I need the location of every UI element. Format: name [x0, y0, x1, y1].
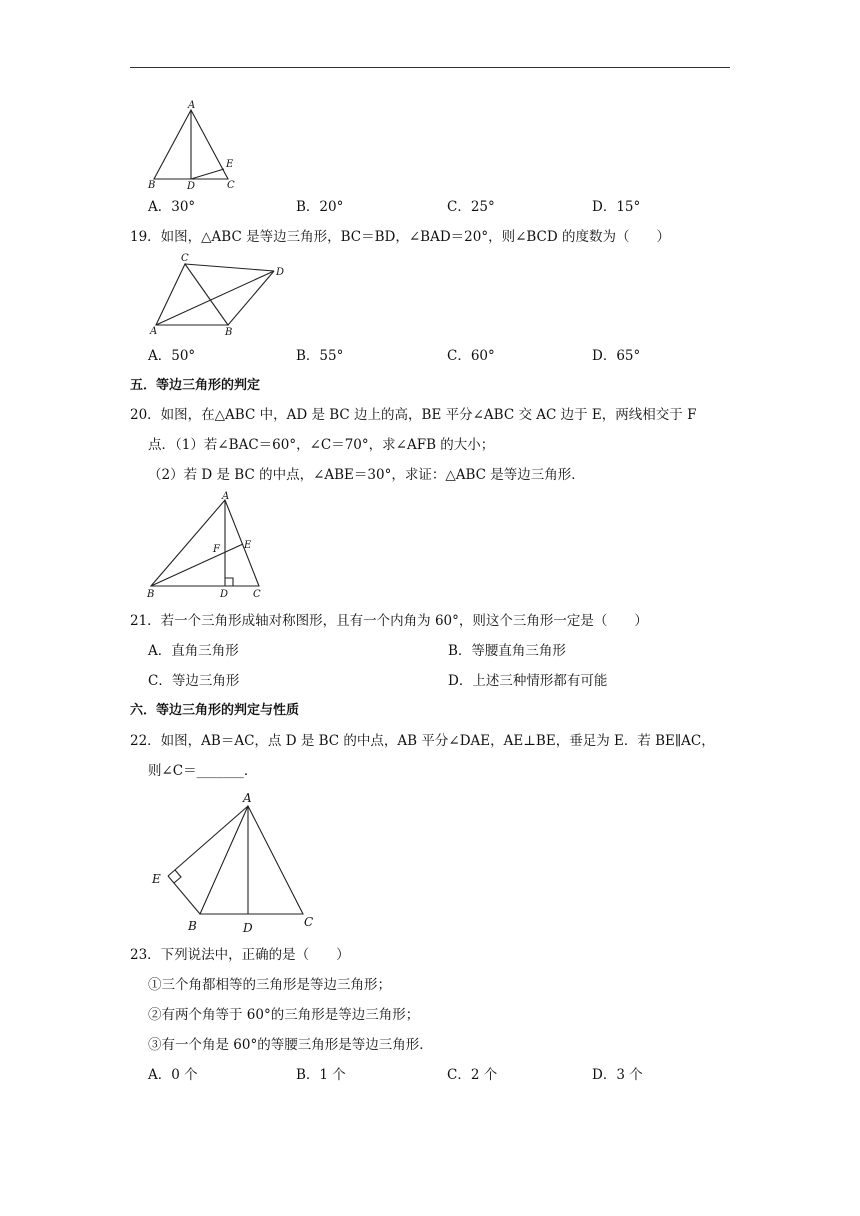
q20-label-f: F — [213, 544, 220, 555]
q21-option-c: C．等边三角形 — [148, 673, 240, 689]
q19-option-b: B．55° — [296, 348, 344, 364]
q23-option-b: B．1 个 — [296, 1067, 346, 1083]
q21-option-a: A．直角三角形 — [148, 643, 239, 659]
q23-option-a: A．0 个 — [148, 1067, 198, 1083]
q22-label-a: A — [243, 791, 252, 805]
section-6-heading: 六．等边三角形的判定与性质 — [130, 703, 300, 718]
q22-label-e: E — [152, 872, 161, 886]
q18-label-b: B — [148, 180, 156, 191]
q20-figure — [143, 490, 273, 602]
q18-figure — [140, 100, 250, 192]
q22-label-d: D — [243, 921, 253, 935]
q21-option-b: B．等腰直角三角形 — [448, 643, 566, 659]
q22-figure — [148, 788, 328, 936]
q19-option-a: A．50° — [148, 348, 196, 364]
q19-label-c: C — [181, 253, 189, 264]
q22-line2: 则∠C＝_______． — [148, 763, 258, 779]
q20-label-b: B — [147, 589, 155, 600]
q19-figure — [145, 250, 295, 340]
q22-label-c: C — [304, 915, 314, 929]
q18-option-b: B．20° — [296, 199, 344, 215]
header-rule — [130, 67, 730, 68]
q23-statement-3: ③有一个角是 60°的等腰三角形是等边三角形． — [148, 1037, 433, 1053]
q18-option-d: D．15° — [592, 199, 641, 215]
q18-label-e: E — [226, 159, 234, 170]
q20-line2: 点．（1）若∠BAC＝60°，∠C＝70°，求∠AFB 的大小； — [148, 437, 495, 453]
q21-stem: 21．若一个三角形成轴对称图形，且有一个内角为 60°，则这个三角形一定是（ ） — [130, 613, 648, 629]
section-5-heading: 五．等边三角形的判定 — [130, 378, 261, 393]
q23-option-d: D．3 个 — [592, 1067, 643, 1083]
q22-line1: 22．如图，AB＝AC，点 D 是 BC 的中点，AB 平分∠DAE，AE⊥BE，垂足为 E．若 BE∥AC， — [130, 733, 715, 749]
q20-label-c: C — [253, 589, 261, 600]
q20-label-e: E — [244, 540, 252, 551]
q19-label-b: B — [225, 327, 233, 338]
q18-option-a: A．30° — [148, 199, 196, 215]
q19-option-c: C．60° — [447, 348, 495, 364]
q18-label-d: D — [187, 181, 196, 192]
q18-label-a: A — [188, 100, 196, 111]
q22-label-b: B — [188, 919, 197, 933]
q19-option-d: D．65° — [592, 348, 641, 364]
q21-option-d: D．上述三种情形都有可能 — [448, 673, 608, 689]
q19-label-a: A — [150, 326, 158, 337]
q20-label-a: A — [222, 491, 230, 502]
q18-option-c: C．25° — [447, 199, 495, 215]
q23-statement-2: ②有两个角等于 60°的三角形是等边三角形； — [148, 1007, 420, 1023]
q19-stem: 19．如图，△ABC 是等边三角形，BC＝BD，∠BAD＝20°，则∠BCD 的度数为（ ） — [130, 229, 671, 245]
q23-stem: 23．下列说法中，正确的是（ ） — [130, 947, 350, 963]
q20-line1: 20．如图，在△ABC 中，AD 是 BC 边上的高，BE 平分∠ABC 交 AC 边于 E，两线相交于 F — [130, 407, 697, 423]
q19-label-d: D — [276, 267, 285, 278]
q23-option-c: C．2 个 — [447, 1067, 498, 1083]
q18-label-c: C — [227, 180, 235, 191]
q20-line3: （2）若 D 是 BC 的中点，∠ABE＝30°，求证：△ABC 是等边三角形． — [148, 467, 585, 483]
q20-label-d: D — [220, 589, 229, 600]
q23-statement-1: ①三个角都相等的三角形是等边三角形； — [148, 977, 391, 993]
